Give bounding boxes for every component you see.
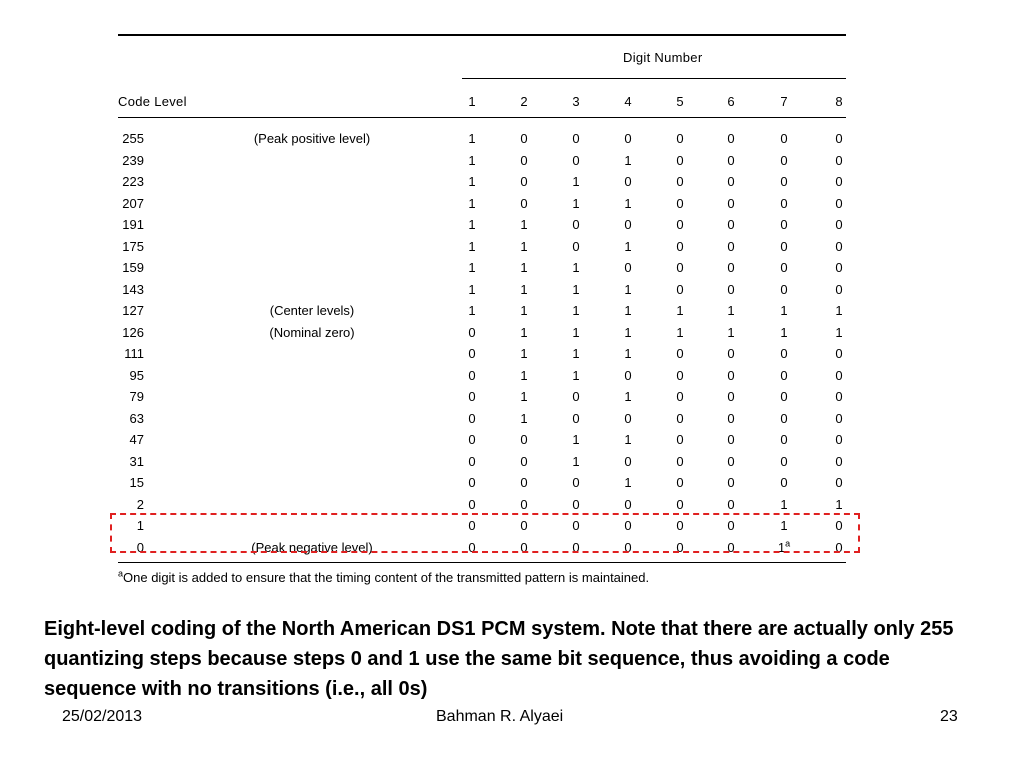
bit-cell: 0: [520, 174, 528, 189]
bit-cell: 1: [624, 389, 632, 404]
bit-cell: 1: [624, 239, 632, 254]
bit-cell: 0: [572, 153, 580, 168]
level-description: (Nominal zero): [269, 325, 355, 340]
bit-cell: 0: [624, 368, 632, 383]
bit-cell: 0: [835, 432, 843, 447]
table-bottom-rule: [118, 562, 846, 563]
bit-cell: 0: [676, 260, 684, 275]
bit-cell: 0: [624, 260, 632, 275]
bit-cell: 0: [468, 389, 476, 404]
code-level-value: 1: [136, 518, 144, 533]
bit-cell: 0: [727, 454, 735, 469]
bit-cell: 0: [676, 217, 684, 232]
bit-cell: 1: [520, 346, 528, 361]
header-bottom-rule: [118, 117, 846, 118]
code-level-value: 111: [124, 346, 144, 361]
bit-cell: 0: [835, 153, 843, 168]
bit-cell: 0: [780, 389, 788, 404]
bit-cell: 0: [676, 131, 684, 146]
digit-header-2: 2: [520, 94, 528, 109]
code-level-value: 126: [122, 325, 144, 340]
bit-cell: 0: [572, 540, 580, 555]
bit-cell: 1: [572, 196, 580, 211]
bit-cell: 1: [780, 518, 788, 533]
code-level-value: 63: [129, 411, 144, 426]
bit-cell: 0: [572, 389, 580, 404]
bit-cell: 0: [780, 217, 788, 232]
code-level-value: 223: [122, 174, 144, 189]
bit-cell: 1: [520, 368, 528, 383]
bit-cell: 0: [835, 260, 843, 275]
digit-header-7: 7: [780, 94, 788, 109]
bit-cell: 0: [468, 411, 476, 426]
level-description: (Center levels): [269, 303, 355, 318]
bit-cell: 1: [835, 497, 843, 512]
digit-header-rule: [462, 78, 846, 79]
bit-cell: 0: [727, 174, 735, 189]
bit-cell: 0: [520, 518, 528, 533]
footer-date: 25/02/2013: [62, 708, 143, 725]
digit-header-4: 4: [624, 94, 632, 109]
bit-cell: 0: [835, 540, 843, 555]
bit-cell: 1: [676, 325, 684, 340]
bit-cell: 1: [520, 239, 528, 254]
code-level-value: 47: [129, 432, 144, 447]
bit-cell: 0: [676, 432, 684, 447]
footer-page-number: 23: [940, 708, 958, 725]
bit-cell: 0: [727, 131, 735, 146]
bit-cell: 1: [468, 282, 476, 297]
bit-cell: 0: [572, 497, 580, 512]
bit-cell: 0: [835, 131, 843, 146]
bit-cell: 0: [835, 196, 843, 211]
bit-cell: 0: [727, 239, 735, 254]
bit-cell: 1: [572, 346, 580, 361]
bit-cell: 0: [572, 411, 580, 426]
bit-cell: 0: [780, 432, 788, 447]
bit-cell: 0: [468, 540, 476, 555]
bit-cell: 0: [727, 432, 735, 447]
bit-cell: 0: [676, 368, 684, 383]
code-level-value: 207: [122, 196, 144, 211]
bit-cell: 0: [468, 346, 476, 361]
bit-cell: 0: [624, 411, 632, 426]
bit-cell: 1: [572, 260, 580, 275]
bit-cell: 1: [468, 131, 476, 146]
bit-cell: 1: [572, 282, 580, 297]
bit-cell: 1: [468, 174, 476, 189]
bit-cell: 0: [520, 475, 528, 490]
bit-cell: 0: [572, 217, 580, 232]
bit-cell: 0: [468, 475, 476, 490]
bit-cell: 0: [727, 260, 735, 275]
bit-cell: 0: [468, 325, 476, 340]
bit-cell: 0: [624, 217, 632, 232]
bit-cell: 0: [676, 153, 684, 168]
bit-cell: 1: [624, 282, 632, 297]
bit-cell: 1: [468, 217, 476, 232]
bit-cell: 0: [835, 411, 843, 426]
bit-cell: 0: [676, 497, 684, 512]
footer-author: Bahman R. Alyaei: [436, 708, 564, 725]
bit-cell: 0: [572, 239, 580, 254]
bit-cell: 1: [468, 153, 476, 168]
bit-cell: 1: [520, 217, 528, 232]
footnote-mark: a: [118, 568, 124, 579]
bit-cell: 0: [468, 454, 476, 469]
bit-cell: 0: [727, 153, 735, 168]
bit-cell: 0: [676, 540, 684, 555]
bit-cell: 0: [727, 475, 735, 490]
bit-cell: 0: [780, 153, 788, 168]
bit-cell: 0: [624, 131, 632, 146]
code-level-value: 15: [129, 475, 144, 490]
bit-cell: 0: [676, 454, 684, 469]
bit-cell: 1: [727, 325, 735, 340]
bit-cell: 0: [780, 239, 788, 254]
bit-cell: 1: [468, 196, 476, 211]
code-level-value: 127: [122, 303, 144, 318]
bit-cell: 0: [624, 518, 632, 533]
bit-cell: 0: [676, 411, 684, 426]
bit-cell: 0: [520, 497, 528, 512]
bit-cell: 0: [468, 432, 476, 447]
bit-cell: 0: [520, 196, 528, 211]
bit-cell: 0: [468, 368, 476, 383]
code-level-value: 31: [129, 454, 144, 469]
digit-header-3: 3: [572, 94, 580, 109]
bit-cell: 0: [676, 239, 684, 254]
bit-value: 1: [777, 540, 786, 555]
bit-cell: 0: [676, 346, 684, 361]
digit-header-8: 8: [835, 94, 843, 109]
code-level-value: 2: [136, 497, 144, 512]
bit-cell: 1: [572, 303, 580, 318]
bit-cell: 1: [835, 325, 843, 340]
bit-cell: 0: [727, 389, 735, 404]
bit-cell: 0: [727, 411, 735, 426]
bit-cell: 0: [520, 153, 528, 168]
footnote-text: One digit is added to ensure that the timing content of the transmitted pattern is maintained.: [123, 570, 650, 585]
bit-cell: 1: [780, 325, 788, 340]
bit-cell: 0: [835, 282, 843, 297]
bit-cell: 1: [624, 475, 632, 490]
bit-cell: 1: [572, 454, 580, 469]
level-description: (Peak positive level): [253, 131, 371, 146]
bit-cell: 1: [468, 303, 476, 318]
bit-cell: 0: [676, 174, 684, 189]
bit-cell: 0: [572, 475, 580, 490]
code-level-header: Code Level: [118, 94, 187, 109]
bit-cell: 1: [780, 497, 788, 512]
bit-cell: 0: [520, 540, 528, 555]
bit-cell: 1: [572, 325, 580, 340]
highlight-box: [110, 513, 860, 553]
footnote-mark: a: [785, 538, 791, 549]
bit-cell: 1: [520, 411, 528, 426]
bit-cell: 0: [624, 454, 632, 469]
bit-cell: 0: [676, 389, 684, 404]
bit-cell: 1: [624, 303, 632, 318]
bit-cell: 1: [676, 303, 684, 318]
slide-caption: Eight-level coding of the North American DS1 PCM system. Note that there are actually only 255 quantizing steps because steps 0 and 1 use the same bit sequence, thus avoiding a code sequence with no transitions (i.e., all 0s): [44, 618, 954, 700]
bit-cell: 0: [780, 368, 788, 383]
bit-cell: 0: [835, 389, 843, 404]
bit-cell: 0: [835, 368, 843, 383]
code-level-value: 255: [122, 131, 144, 146]
bit-cell: 1: [572, 432, 580, 447]
bit-cell: 0: [468, 518, 476, 533]
bit-cell: 1: [624, 346, 632, 361]
bit-cell: 1: [835, 303, 843, 318]
digit-header-5: 5: [676, 94, 684, 109]
bit-cell: 1: [520, 282, 528, 297]
bit-cell: 1: [468, 260, 476, 275]
code-level-value: 0: [136, 540, 144, 555]
bit-cell: 0: [780, 282, 788, 297]
bit-cell: 0: [727, 368, 735, 383]
bit-cell: 0: [780, 346, 788, 361]
bit-cell: 0: [676, 196, 684, 211]
bit-cell: 0: [676, 475, 684, 490]
bit-cell: 0: [727, 346, 735, 361]
bit-cell: 0: [727, 497, 735, 512]
bit-cell: 0: [624, 540, 632, 555]
bit-cell: 0: [676, 282, 684, 297]
bit-cell: 1: [468, 239, 476, 254]
bit-cell: 1: [624, 153, 632, 168]
bit-cell: 1: [624, 325, 632, 340]
bit-cell: 0: [676, 518, 684, 533]
digit-number-header: Digit Number: [623, 50, 703, 65]
bit-cell: 0: [727, 518, 735, 533]
bit-cell: 0: [572, 131, 580, 146]
bit-cell: 1: [624, 196, 632, 211]
code-level-value: 95: [129, 368, 144, 383]
level-description: (Peak negative level): [251, 540, 373, 555]
bit-cell: 0: [520, 131, 528, 146]
bit-cell: 1: [727, 303, 735, 318]
code-level-value: 159: [122, 260, 144, 275]
footnote: [118, 570, 649, 585]
bit-cell: 0: [624, 497, 632, 512]
bit-cell: 0: [780, 131, 788, 146]
bit-cell: 1: [520, 303, 528, 318]
top-rule: [118, 34, 846, 36]
bit-cell: 0: [835, 518, 843, 533]
bit-cell: 0: [780, 174, 788, 189]
code-level-value: 143: [122, 282, 144, 297]
bit-cell: 0: [835, 346, 843, 361]
bit-cell: 0: [780, 411, 788, 426]
digit-header-1: 1: [468, 94, 476, 109]
bit-cell: 0: [520, 454, 528, 469]
bit-cell: 0: [835, 174, 843, 189]
digit-header-6: 6: [727, 94, 735, 109]
code-level-value: 175: [122, 239, 144, 254]
code-level-value: 79: [129, 389, 144, 404]
bit-cell: 1: [572, 368, 580, 383]
bit-cell: 0: [780, 196, 788, 211]
bit-cell: 0: [835, 475, 843, 490]
bit-cell: 0: [835, 454, 843, 469]
bit-cell: 1: [520, 389, 528, 404]
bit-cell: 1: [624, 432, 632, 447]
bit-cell: 0: [780, 475, 788, 490]
bit-cell: 0: [780, 260, 788, 275]
bit-cell: 0: [727, 282, 735, 297]
code-level-value: 239: [122, 153, 144, 168]
bit-cell: 0: [727, 196, 735, 211]
bit-cell: 0: [835, 239, 843, 254]
bit-cell: 0: [468, 497, 476, 512]
bit-cell: 1: [520, 325, 528, 340]
bit-cell: 1: [572, 174, 580, 189]
bit-cell: 0: [520, 432, 528, 447]
bit-cell: 0: [572, 518, 580, 533]
bit-cell: 1: [520, 260, 528, 275]
bit-cell: 0: [624, 174, 632, 189]
bit-cell: 0: [780, 454, 788, 469]
code-level-value: 191: [122, 217, 144, 232]
bit-cell: 0: [727, 217, 735, 232]
bit-cell: 0: [727, 540, 735, 555]
bit-cell: 1: [780, 303, 788, 318]
bit-cell: 0: [835, 217, 843, 232]
